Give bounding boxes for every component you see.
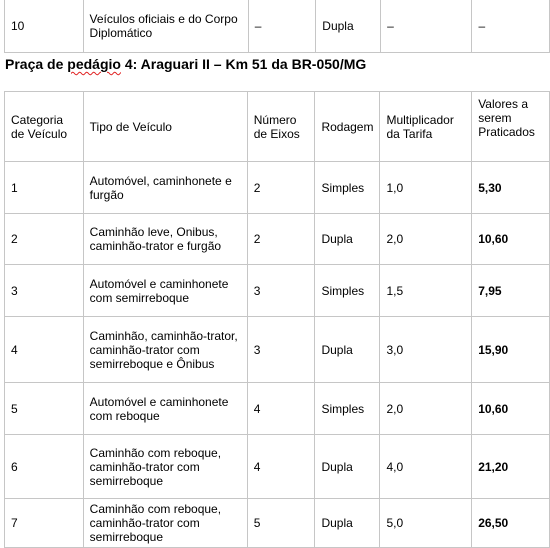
- cell-rodagem: Simples: [315, 265, 380, 317]
- cell-valor: 15,90: [472, 317, 550, 383]
- cell-tipo: Automóvel e caminhonete com reboque: [83, 383, 247, 435]
- cell-categoria: 4: [5, 317, 84, 383]
- section-title: [5, 56, 366, 72]
- title-suffix: 4: Araguari II – Km 51 da BR-050/MG: [120, 56, 367, 72]
- cell-valor: 5,30: [472, 162, 550, 214]
- cell-multiplicador: 3,0: [380, 317, 472, 383]
- header-eixos: Número de Eixos: [247, 92, 315, 162]
- cell-multiplicador: 2,0: [380, 214, 472, 265]
- cell-multiplicador: 4,0: [380, 435, 472, 499]
- header-valor: Valores a serem Praticados: [472, 92, 550, 162]
- cell-rodagem: Dupla: [316, 0, 381, 53]
- cell-eixos: 4: [247, 435, 315, 499]
- header-rodagem: Rodagem: [315, 92, 380, 162]
- header-row: [5, 92, 550, 162]
- header-multiplicador: Multiplicador da Tarifa: [380, 92, 472, 162]
- cell-rodagem: Dupla: [315, 317, 380, 383]
- cell-categoria: 1: [5, 162, 84, 214]
- cell-rodagem: Dupla: [315, 214, 380, 265]
- header-tipo: Tipo de Veículo: [83, 92, 247, 162]
- cell-categoria: 3: [5, 265, 84, 317]
- table-row: [5, 383, 550, 435]
- cell-eixos: 5: [247, 499, 315, 548]
- cell-valor: –: [472, 0, 550, 53]
- cell-tipo: Caminhão leve, Onibus, caminhão-trator e furgão: [83, 214, 247, 265]
- cell-tipo: Caminhão com reboque, caminhão-trator com semirreboque: [83, 435, 247, 499]
- cell-eixos: 2: [247, 214, 315, 265]
- cell-tipo: Veículos oficiais e do Corpo Diplomático: [83, 0, 248, 53]
- toll-rates-table: [4, 91, 550, 548]
- table-row: [5, 499, 550, 548]
- cell-categoria: 6: [5, 435, 84, 499]
- cell-categoria: 10: [5, 0, 84, 53]
- cell-rodagem: Dupla: [315, 435, 380, 499]
- cell-rodagem: Dupla: [315, 499, 380, 548]
- cell-eixos: 3: [247, 317, 315, 383]
- cell-eixos: 4: [247, 383, 315, 435]
- cell-categoria: 7: [5, 499, 84, 548]
- cell-eixos: –: [248, 0, 316, 53]
- cell-tipo: Caminhão com reboque, caminhão-trator com semirreboque: [83, 499, 247, 548]
- cell-categoria: 2: [5, 214, 84, 265]
- spellcheck-word: pedágio: [67, 56, 121, 72]
- table-row: [5, 214, 550, 265]
- cell-rodagem: Simples: [315, 383, 380, 435]
- cell-valor: 26,50: [472, 499, 550, 548]
- cell-valor: 21,20: [472, 435, 550, 499]
- table-row: [5, 0, 550, 53]
- title-prefix: Praça de: [5, 56, 68, 72]
- cell-multiplicador: 1,5: [380, 265, 472, 317]
- cell-valor: 10,60: [472, 214, 550, 265]
- table-row: [5, 435, 550, 499]
- cell-multiplicador: –: [381, 0, 472, 53]
- header-categoria: Categoria de Veículo: [5, 92, 84, 162]
- table-row: [5, 317, 550, 383]
- cell-multiplicador: 2,0: [380, 383, 472, 435]
- cell-valor: 10,60: [472, 383, 550, 435]
- cell-multiplicador: 5,0: [380, 499, 472, 548]
- cell-tipo: Automóvel e caminhonete com semirreboque: [83, 265, 247, 317]
- table-row: [5, 265, 550, 317]
- previous-table-fragment: [4, 0, 550, 53]
- cell-categoria: 5: [5, 383, 84, 435]
- cell-multiplicador: 1,0: [380, 162, 472, 214]
- cell-eixos: 3: [247, 265, 315, 317]
- table-row: [5, 162, 550, 214]
- cell-eixos: 2: [247, 162, 315, 214]
- cell-rodagem: Simples: [315, 162, 380, 214]
- cell-valor: 7,95: [472, 265, 550, 317]
- cell-tipo: Caminhão, caminhão-trator, caminhão-trator com semirreboque e Ônibus: [83, 317, 247, 383]
- cell-tipo: Automóvel, caminhonete e furgão: [83, 162, 247, 214]
